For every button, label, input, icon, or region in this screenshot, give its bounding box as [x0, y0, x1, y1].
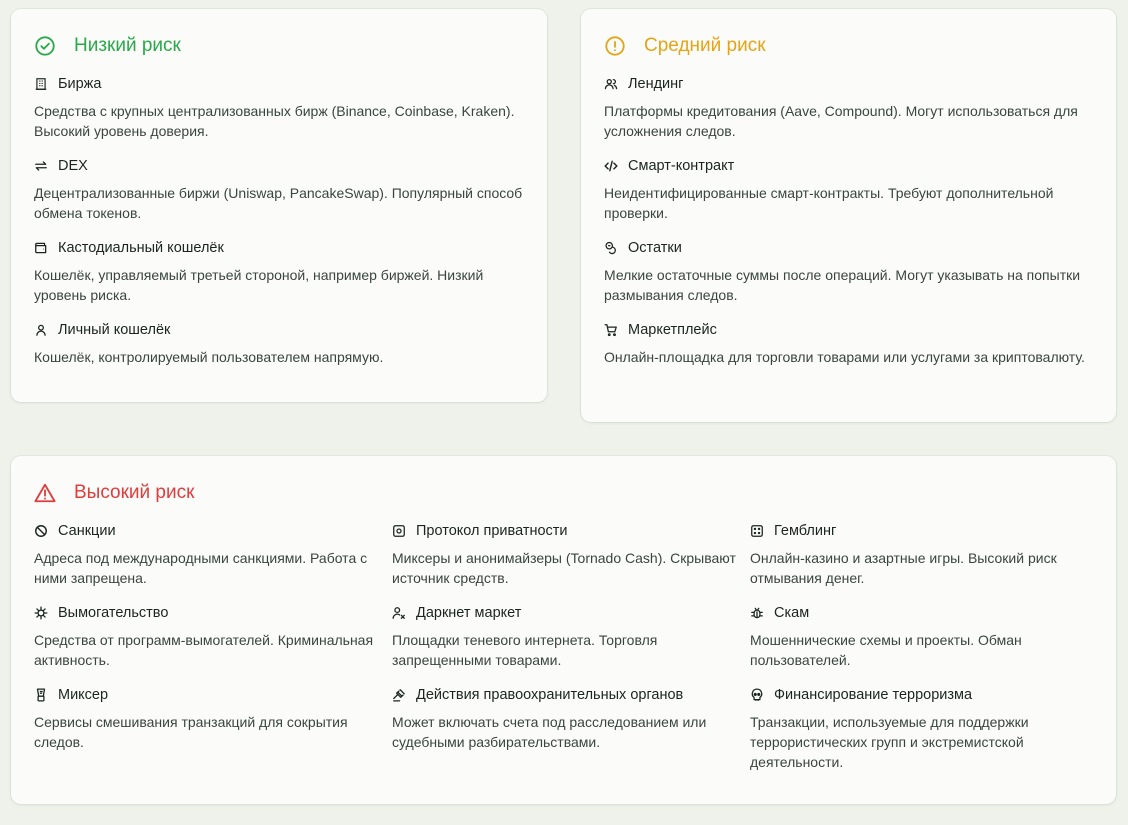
skull-icon — [750, 688, 764, 702]
risk-item-scam — [750, 602, 1091, 670]
item-description: Мелкие остаточные суммы после операций. Могут указывать на попытки размывания следов. — [604, 267, 1081, 303]
low-risk-title: Низкий риск — [74, 35, 181, 56]
risk-item-dex — [34, 155, 524, 223]
ban-icon — [34, 524, 48, 538]
blender-icon — [34, 688, 48, 702]
item-title: Маркетплейс — [628, 322, 717, 338]
risk-item-terrorism-financing — [750, 684, 1091, 772]
risk-item-gambling — [750, 520, 1091, 588]
risk-item-ransomware — [34, 602, 392, 670]
item-title: Лендинг — [628, 76, 684, 92]
item-title: Скам — [774, 605, 810, 621]
item-description: Децентрализованные биржи (Uniswap, PancakeSwap). Популярный способ обмена токенов. — [34, 185, 523, 221]
risk-item-personal-wallet — [34, 319, 524, 367]
item-description: Миксеры и анонимайзеры (Tornado Cash). Скрывают источник средств. — [392, 550, 736, 586]
risk-item-privacy-protocol — [392, 520, 750, 588]
high-risk-title: Высокий риск — [74, 482, 195, 503]
risk-item-custodial-wallet — [34, 237, 524, 305]
item-description: Транзакции, используемые для поддержки террористических групп и экстремистской деятельности. — [750, 714, 1029, 770]
user-x-icon — [392, 606, 406, 620]
alert-circle-icon — [604, 35, 626, 57]
item-description: Мошеннические схемы и проекты. Обман пользователей. — [750, 632, 1022, 668]
item-title: Санкции — [58, 523, 116, 539]
risk-item-mixer — [34, 684, 392, 772]
item-description: Средства с крупных централизованных бирж (Binance, Coinbase, Kraken). Высокий уровень доверия. — [34, 103, 515, 139]
risk-item-exchange — [34, 73, 524, 141]
risk-item-lending — [604, 73, 1093, 141]
item-description: Кошелёк, контролируемый пользователем напрямую. — [34, 349, 384, 365]
wallet-icon — [34, 241, 48, 255]
risk-item-sanctions — [34, 520, 392, 588]
gavel-icon — [392, 688, 406, 702]
risk-item-leftovers — [604, 237, 1093, 305]
check-circle-icon — [34, 35, 56, 57]
cart-icon — [604, 323, 618, 337]
item-description: Адреса под международными санкциями. Работа с ними запрещена. — [34, 550, 368, 586]
item-title: Вымогательство — [58, 605, 169, 621]
risk-item-law-enforcement — [392, 684, 750, 772]
item-title: Гемблинг — [774, 523, 837, 539]
item-title: Финансирование терроризма — [774, 687, 973, 703]
medium-risk-card — [581, 9, 1116, 422]
item-title: Даркнет маркет — [416, 605, 522, 621]
item-description: Онлайн-казино и азартные игры. Высокий риск отмывания денег. — [750, 550, 1057, 586]
medium-risk-title: Средний риск — [644, 35, 766, 56]
code-icon — [604, 159, 618, 173]
arrows-exchange-icon — [34, 159, 48, 173]
item-title: Миксер — [58, 687, 109, 703]
virus-icon — [34, 606, 48, 620]
dice-icon — [750, 524, 764, 538]
item-title: DEX — [58, 158, 88, 174]
item-title: Кастодиальный кошелёк — [58, 240, 224, 256]
item-title: Биржа — [58, 76, 102, 92]
low-risk-header — [34, 33, 524, 59]
high-risk-header — [34, 480, 1093, 506]
high-risk-card — [11, 456, 1116, 804]
building-icon — [34, 77, 48, 91]
item-description: Кошелёк, управляемый третьей стороной, например биржей. Низкий уровень риска. — [34, 267, 484, 303]
bug-icon — [750, 606, 764, 620]
item-description: Онлайн-площадка для торговли товарами или услугами за криптовалюту. — [604, 349, 1085, 365]
item-description: Средства от программ-вымогателей. Криминальная активность. — [34, 632, 374, 668]
item-title: Остатки — [628, 240, 682, 256]
high-risk-grid — [34, 520, 1093, 786]
alert-triangle-icon — [34, 482, 56, 504]
low-risk-card — [11, 9, 547, 402]
item-description: Может включать счета под расследованием или судебными разбирательствами. — [392, 714, 707, 750]
coins-icon — [604, 241, 618, 255]
item-description: Площадки теневого интернета. Торговля запрещенными товарами. — [392, 632, 658, 668]
user-icon — [34, 323, 48, 337]
item-description: Сервисы смешивания транзакций для сокрытия следов. — [34, 714, 348, 750]
medium-risk-header — [604, 33, 1093, 59]
item-title: Личный кошелёк — [58, 322, 171, 338]
item-title: Смарт-контракт — [628, 158, 735, 174]
item-description: Платформы кредитования (Aave, Compound). Могут использоваться для усложнения следов. — [604, 103, 1078, 139]
risk-item-marketplace — [604, 319, 1093, 367]
risk-item-smart-contract — [604, 155, 1093, 223]
privacy-icon — [392, 524, 406, 538]
users-icon — [604, 77, 618, 91]
item-title: Протокол приватности — [416, 523, 568, 539]
item-title: Действия правоохранительных органов — [416, 687, 684, 703]
risk-item-darknet-market — [392, 602, 750, 670]
item-description: Неидентифицированные смарт-контракты. Требуют дополнительной проверки. — [604, 185, 1054, 221]
